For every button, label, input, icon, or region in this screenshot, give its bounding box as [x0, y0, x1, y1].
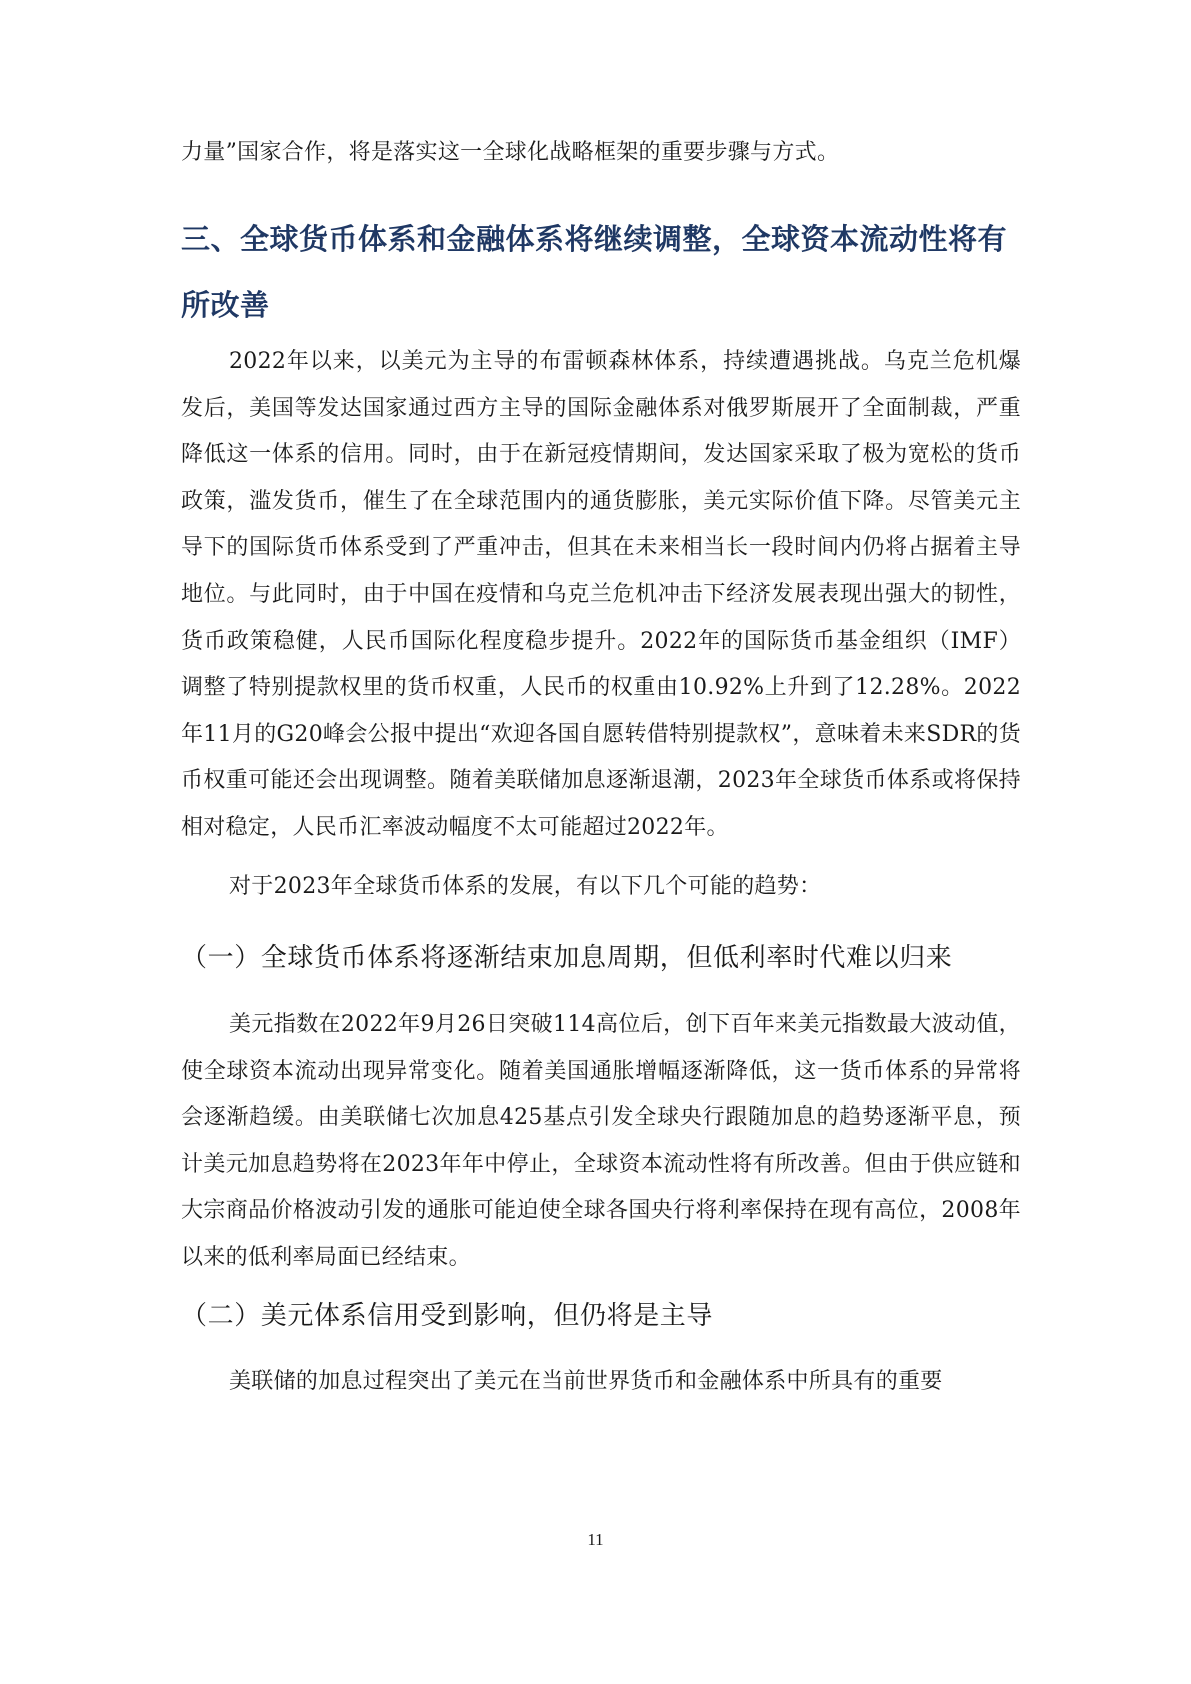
subsection-heading-1: （一）全球货币体系将逐渐结束加息周期，但低利率时代难以归来	[181, 943, 953, 973]
subsection-heading-2: （二）美元体系信用受到影响，但仍将是主导	[181, 1301, 714, 1331]
section-3-paragraph-2: 对于2023年全球货币体系的发展，有以下几个可能的趋势：	[229, 874, 822, 899]
subsection-1-paragraph: 美元指数在2022年9月26日突破114高位后，创下百年来美元指数最大波动值，使全球资本流动出现异常变化。随着美国通胀增幅逐渐降低，这一货币体系的异常将会逐渐趋缓。由美联储七次加息425基点引发全球央行跟随加息的趋势逐渐平息，预计美元加息趋势将在2023年年中停止，全球资本流动性将有所改善。但由于供应链和大宗商品价格波动引发的通胀可能迫使全球各国央行将利率保持在现有高位，2008年以来的低利率局面已经结束。	[181, 1012, 1021, 1270]
subsection-2-paragraph: 美联储的加息过程突出了美元在当前世界货币和金融体系中所具有的重要	[229, 1369, 943, 1394]
paragraph-continuation: 力量”国家合作，将是落实这一全球化战略框架的重要步骤与方式。	[181, 140, 840, 165]
section-heading-3: 三、全球货币体系和金融体系将继续调整，全球资本流动性将有所改善	[181, 222, 1008, 322]
section-3-paragraph-1: 2022年以来，以美元为主导的布雷顿森林体系，持续遭遇挑战。乌克兰危机爆发后，美国等发达国家通过西方主导的国际金融体系对俄罗斯展开了全面制裁，严重降低这一体系的信用。同时，由于在新冠疫情期间，发达国家采取了极为宽松的货币政策，滥发货币，催生了在全球范围内的通货膨胀，美元实际价值下降。尽管美元主导下的国际货币体系受到了严重冲击，但其在未来相当长一段时间内仍将占据着主导地位。与此同时，由于中国在疫情和乌克兰危机冲击下经济发展表现出强大的韧性，货币政策稳健，人民币国际化程度稳步提升。2022年的国际货币基金组织（IMF）调整了特别提款权里的货币权重，人民币的权重由10.92%上升到了12.28%。2022年11月的G20峰会公报中提出“欢迎各国自愿转借特别提款权”，意味着未来SDR的货币权重可能还会出现调整。随着美联储加息逐渐退潮，2023年全球货币体系或将保持相对稳定，人民币汇率波动幅度不太可能超过2022年。	[181, 349, 1021, 840]
page-number: 11	[587, 1530, 604, 1549]
